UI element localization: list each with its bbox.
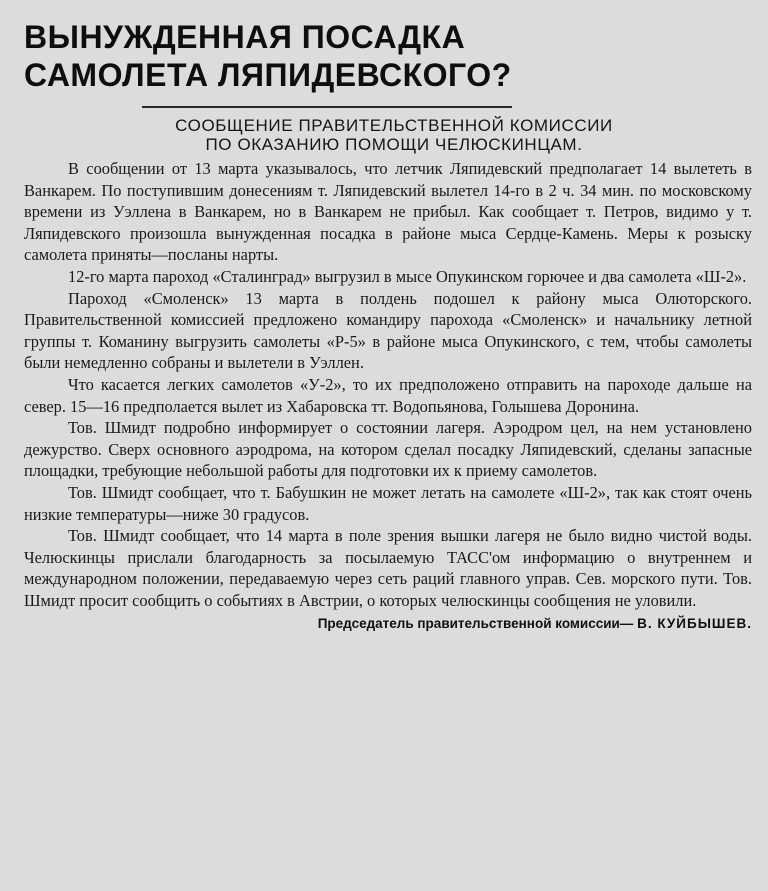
paragraph-lyapidevsky-flight: В сообщении от 13 марта указывалось, что летчик Ляпидевский предполагает 14 вылететь в Ванкарем. По поступившим донесениям т. Ляпидевский вылетел 14-го в 2 ч. 34 мин. по московскому времени из Уэллена в Ванкарем, но в Ванкарем не прибыл. Как сообщает т. Петров, видимо у т. Ляпидевского произошла вынужденная посадка в районе мыса Сердце-Камень. Меры к розыску самолета приняты—посланы нарты. xyxy=(24,159,752,265)
signature-name: В. КУЙБЫШЕВ. xyxy=(637,616,752,632)
article-signature xyxy=(24,615,752,633)
headline-line-1: ВЫНУЖДЕННАЯ ПОСАДКА xyxy=(24,19,466,55)
paragraph-camp-state: Тов. Шмидт подробно информирует о состоянии лагеря. Аэродром цел, на нем установлено дежурство. Сверх основного аэродрома, на котором сделал посадку Ляпидевский, сделаны запасные площадки, требующие небольшой работы для подготовки их к приему самолетов. xyxy=(24,418,752,481)
divider-rule xyxy=(142,106,512,108)
article-subheading xyxy=(84,116,704,154)
subheading-line-2: ПО ОКАЗАНИЮ ПОМОЩИ ЧЕЛЮСКИНЦАМ. xyxy=(205,135,583,154)
paragraph-open-water: Тов. Шмидт сообщает, что 14 марта в поле зрения вышки лагеря не было видно чистой воды. Челюскинцы прислали благодарность за посылаемую ТАСС'ом информацию о внутреннем и международном положении, передаваемую через сеть раций главного управ. Сев. морского пути. Тов. Шмидт просит сообщить о событиях в Австрии, о которых челюскинцы сообщения не уловили. xyxy=(24,526,752,610)
article-headline xyxy=(24,18,584,94)
paragraph-babushkin: Тов. Шмидт сообщает, что т. Бабушкин не может летать на самолете «Ш-2», так как стоят очень низкие температуры—ниже 30 градусов. xyxy=(24,482,752,524)
paragraph-smolensk-steamer: Пароход «Смоленск» 13 марта в полдень подошел к району мыса Олюторского. Правительственной комиссией предложено командиру парохода «Смоленск» и начальнику летной группы т. Команину выгрузить самолеты «Р-5» в районе мыса Опукинского, с тем, чтобы самолеты были немедленно собраны и вылетели в Уэллен. xyxy=(24,288,752,373)
subheading-line-1: СООБЩЕНИЕ ПРАВИТЕЛЬСТВЕННОЙ КОМИССИИ xyxy=(175,116,613,135)
paragraph-u2-planes: Что касается легких самолетов «У-2», то их предположено отправить на пароходе дальше на север. 15—16 предполается вылет из Хабаровска тт. Водопьянова, Голышева Доронина. xyxy=(24,374,752,416)
article-body xyxy=(24,158,752,611)
signature-role: Председатель правительственной комиссии— xyxy=(317,616,634,632)
paragraph-stalingrad-steamer: 12-го марта пароход «Сталинград» выгрузил в мысе Опукинском горючее и два самолета «Ш-2». xyxy=(68,266,747,286)
headline-line-2: САМОЛЕТА ЛЯПИДЕВСКОГО? xyxy=(24,57,512,93)
